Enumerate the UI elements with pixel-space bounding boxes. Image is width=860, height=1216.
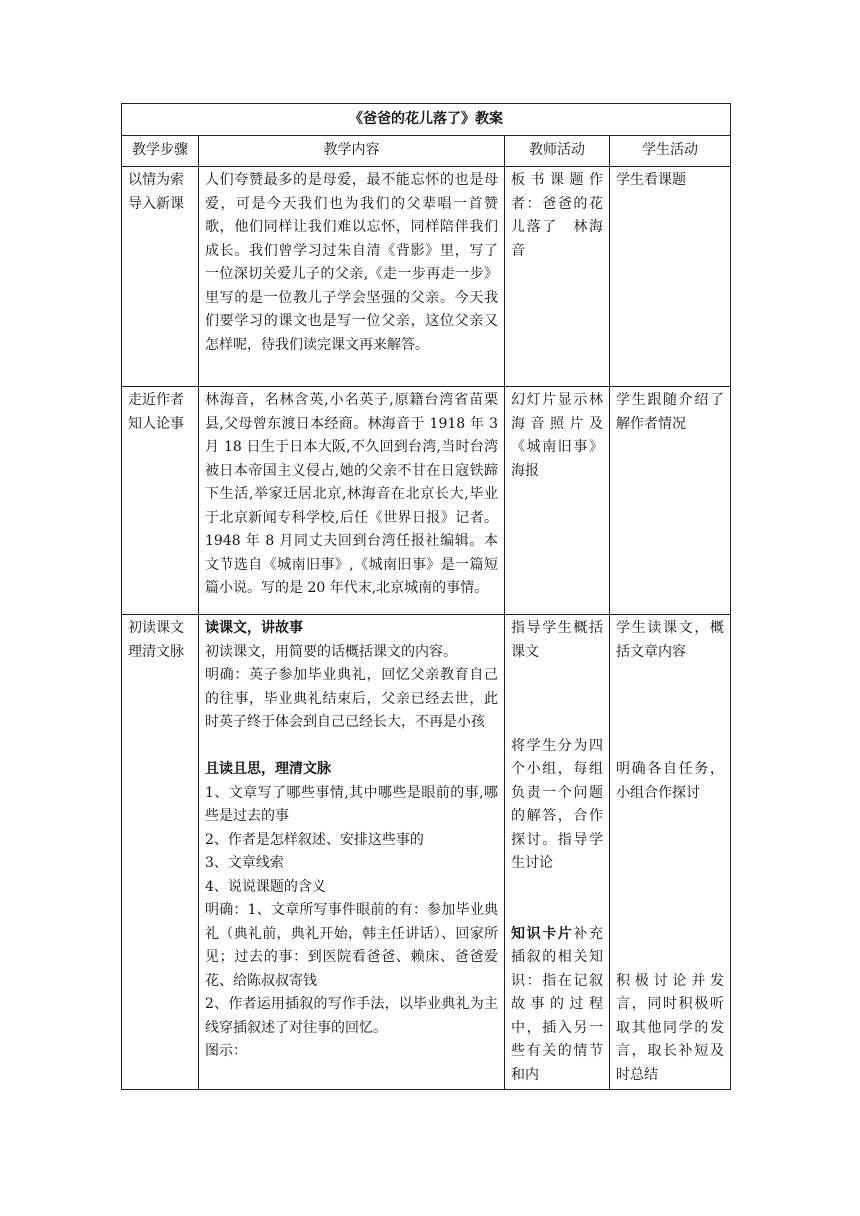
spacer	[616, 923, 724, 947]
teacher-cell: 幻灯片显示林海音照片及《城南旧事》海报	[505, 387, 610, 615]
spacer	[616, 688, 724, 712]
spacer	[511, 876, 603, 900]
question-item: 2、作者是怎样叙述、安排这些事的	[205, 831, 424, 848]
content-cell: 人们夸赞最多的是母爱，最不能忘怀的也是母爱，可是今天我们也为我们的父辈唱一首赞歌，他们同样让我们难以忘怀，同样陪伴我们成长。我们曾学习过朱自清《背影》里，写了一位深切关爱儿子的父亲,《走一步再走一步》里写的是一位教儿子学会坚强的父亲。今天我们要学习的课文也是写一位父亲，这位父亲又怎样呢，待我们读完课文再来解答。	[199, 167, 505, 387]
teacher-activity	[511, 923, 603, 1088]
header-content: 教学内容	[199, 136, 505, 167]
knowledge-card-label: 知识卡片	[511, 925, 574, 942]
table-header-row	[122, 136, 731, 167]
spacer	[511, 899, 603, 923]
question-item: 4、说说课题的含义	[205, 878, 326, 895]
section-heading: 且读且思，理清文脉	[205, 761, 331, 777]
spacer	[616, 876, 724, 900]
spacer	[511, 688, 603, 712]
answer-paragraph: 图示：	[205, 1043, 247, 1059]
content-paragraph: 初读课文，用简要的话概括课文的内容。	[205, 643, 457, 660]
question-item: 3、文章线索	[205, 855, 284, 871]
student-activity: 明确各自任务，小组合作探讨	[616, 761, 724, 801]
student-cell	[610, 615, 731, 1090]
teacher-activity: 指导学生概括课文	[511, 620, 603, 660]
step-cell: 初读课文理清文脉	[122, 615, 199, 1090]
lesson-plan-table	[121, 103, 731, 1090]
header-step: 教学步骤	[122, 136, 199, 167]
step-cell: 走近作者知人论事	[122, 387, 199, 615]
teacher-cell: 板书课题作者：爸爸的花儿落了 林海音	[505, 167, 610, 387]
content-cell	[199, 615, 505, 1090]
answer-paragraph: 明确：1、文章所写事件眼前的有：参加毕业典礼（典礼前，典礼开始，韩主任讲话）、回家所见；过去的事：到医院看爸爸、赖床、爸爸爱花、给陈叔叔寄钱	[205, 902, 498, 989]
table-row	[122, 387, 731, 615]
student-cell: 学生看课题	[610, 167, 731, 387]
spacer	[616, 735, 724, 759]
teacher-cell	[505, 615, 610, 1090]
spacer	[616, 711, 724, 735]
content-paragraph: 明确：英子参加毕业典礼，回忆父亲教育自己的往事，毕业典礼结束后，父亲已经去世，此时英子终于体会到自己已经长大，不再是小孩	[205, 667, 498, 730]
page-title: 《爸爸的花儿落了》教案	[122, 104, 731, 136]
header-student: 学生活动	[610, 136, 731, 167]
spacer	[616, 805, 724, 829]
header-teacher: 教师活动	[505, 136, 610, 167]
table-row	[122, 167, 731, 387]
spacer	[616, 946, 724, 970]
section-heading: 读课文，讲故事	[205, 620, 303, 636]
step-cell: 以情为索导入新课	[122, 167, 199, 387]
spacer	[511, 664, 603, 688]
spacer	[511, 711, 603, 735]
spacer	[205, 735, 498, 759]
question-item: 1、文章写了哪些事情,其中哪些是眼前的事,哪些是过去的事	[205, 784, 498, 824]
student-cell: 学生跟随介绍了解作者情况	[610, 387, 731, 615]
table-row	[122, 615, 731, 1090]
teacher-activity: 将学生分为四个小组，每组负责一个问题的解答，合作探讨。指导学生讨论	[511, 737, 603, 871]
answer-paragraph: 2、作者运用插叙的写作手法，以毕业典礼为主线穿插叙述了对往事的回忆。	[205, 996, 498, 1036]
student-activity: 积极讨论并发言，同时积极听取其他同学的发言，取长补短及时总结	[616, 972, 724, 1083]
student-activity: 学生读课文，概括文章内容	[616, 620, 724, 660]
teacher-activity-text: 补充插叙的相关知识：指在记叙故事的过程中，插入另一些有关的情节和内	[511, 925, 604, 1083]
spacer	[616, 852, 724, 876]
spacer	[616, 829, 724, 853]
content-cell: 林海音，名林含英,小名英子,原籍台湾省苗栗县,父母曾东渡日本经商。林海音于 1918 年 3 月 18 日生于日本大阪,不久回到台湾,当时台湾被日本帝国主义侵占,她的父亲不甘在日寇铁蹄下生活,举家迁居北京,林海音在北京长大,毕业于北京新闻专科学校,后任《世界日报》记者。1948 年 8 月同丈夫回到台湾任报社编辑。本文节选自《城南旧事》,《城南旧事》是一篇短篇小说。写的是 20 年代末,北京城南的事情。	[199, 387, 505, 615]
spacer	[616, 664, 724, 688]
spacer	[616, 899, 724, 923]
